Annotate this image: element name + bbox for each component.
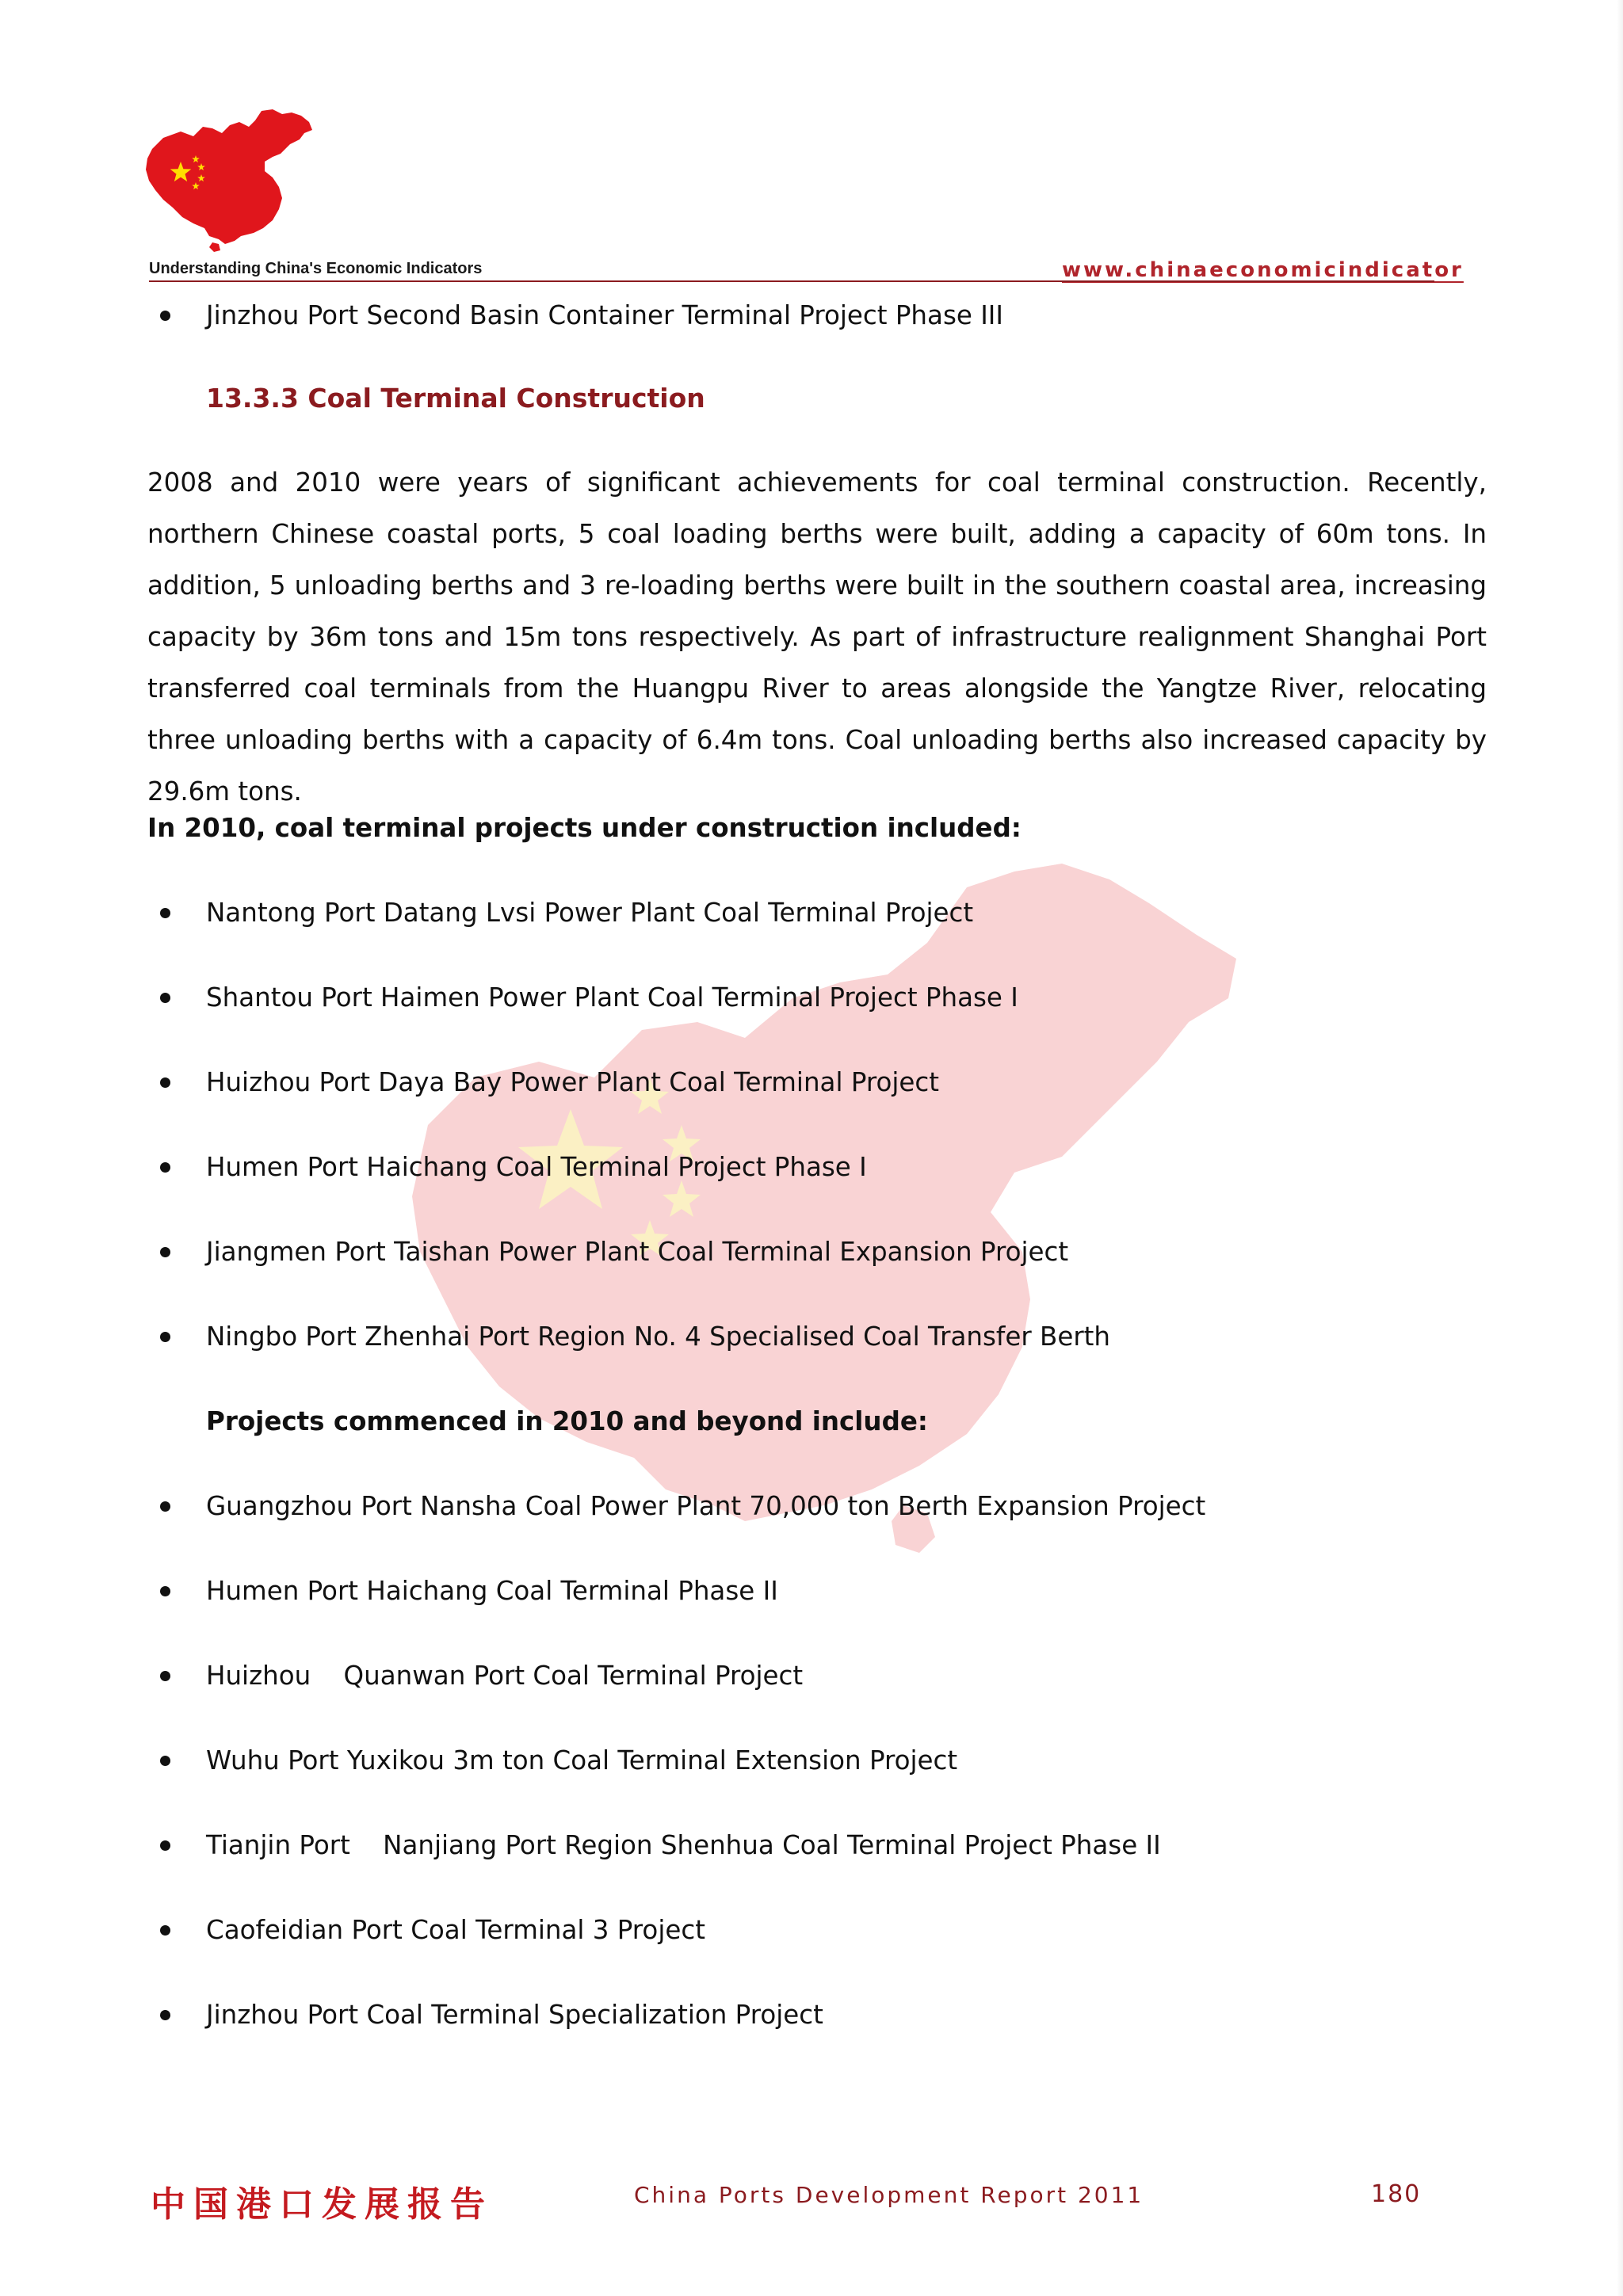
list-item: Shantou Port Haimen Power Plant Coal Terminal Project Phase I xyxy=(147,978,1495,1017)
list-item: Ningbo Port Zhenhai Port Region No. 4 Specialised Coal Transfer Berth xyxy=(147,1317,1495,1356)
bullet-icon xyxy=(160,1671,170,1681)
bullet-icon xyxy=(160,908,170,918)
list-item: Huizhou Quanwan Port Coal Terminal Project xyxy=(147,1656,1495,1695)
list-item: Caofeidian Port Coal Terminal 3 Project xyxy=(147,1910,1495,1950)
list-item: Jinzhou Port Coal Terminal Specialization Project xyxy=(147,1995,1495,2035)
list-item: Humen Port Haichang Coal Terminal Phase II xyxy=(147,1571,1495,1611)
bullet-icon xyxy=(160,311,170,321)
footer-chinese-title: 中国港口发展报告 xyxy=(151,2184,493,2225)
body-paragraph: 2008 and 2010 were years of significant achievements for coal terminal construction. Recently, northern Chinese coastal ports, 5 coal loading berths were built, adding a capacity of 60m tons. In addition, 5 unloading berths and 3 re-loading berths were built in the southern coastal area, increasing capacity by 36m tons and 15m tons respectively. As part of infrastructure realignment Shanghai Port transferred coal terminals from the Huangpu River to areas alongside the Yangtze River, relocating three unloading berths with a capacity of 6.4m tons. Coal unloading berths also increased capacity by 29.6m tons. xyxy=(147,467,1487,807)
subheading-commenced: Projects commenced in 2010 and beyond include: xyxy=(206,1406,928,1436)
bullet-icon xyxy=(160,1247,170,1257)
bullet-icon xyxy=(160,1756,170,1766)
list-item: Huizhou Port Daya Bay Power Plant Coal Terminal Project xyxy=(147,1062,1495,1102)
bullet-icon xyxy=(160,1501,170,1512)
bullet-icon xyxy=(160,1162,170,1173)
bullet-icon xyxy=(160,1332,170,1342)
list-item: Wuhu Port Yuxikou 3m ton Coal Terminal Extension Project xyxy=(147,1741,1495,1780)
bullet-icon xyxy=(160,1077,170,1088)
bullet-icon xyxy=(160,993,170,1003)
subheading-under-construction: In 2010, coal terminal projects under construction included: xyxy=(147,813,1022,843)
list-item: Jinzhou Port Second Basin Container Terminal Project Phase III xyxy=(147,296,1495,335)
bullet-icon xyxy=(160,1586,170,1596)
list-item: Jiangmen Port Taishan Power Plant Coal Terminal Expansion Project xyxy=(147,1232,1495,1272)
list-item: Nantong Port Datang Lvsi Power Plant Coal Terminal Project xyxy=(147,893,1495,933)
footer-report-title: China Ports Development Report 2011 xyxy=(634,2182,1144,2208)
list-item: Humen Port Haichang Coal Terminal Project Phase I xyxy=(147,1147,1495,1187)
bullet-icon xyxy=(160,1840,170,1851)
section-heading: 13.3.3 Coal Terminal Construction xyxy=(206,383,705,414)
header-tagline: Understanding China's Economic Indicators xyxy=(149,260,483,277)
bullet-icon xyxy=(160,1925,170,1936)
page-number: 180 xyxy=(1371,2180,1422,2208)
list-item: Tianjin Port Nanjiang Port Region Shenhua Coal Terminal Project Phase II xyxy=(147,1825,1495,1865)
bullet-icon xyxy=(160,2010,170,2020)
header-url-link[interactable]: www.chinaeconomicindicator xyxy=(1062,258,1464,282)
list-item: Guangzhou Port Nansha Coal Power Plant 70,000 ton Berth Expansion Project xyxy=(147,1486,1495,1526)
